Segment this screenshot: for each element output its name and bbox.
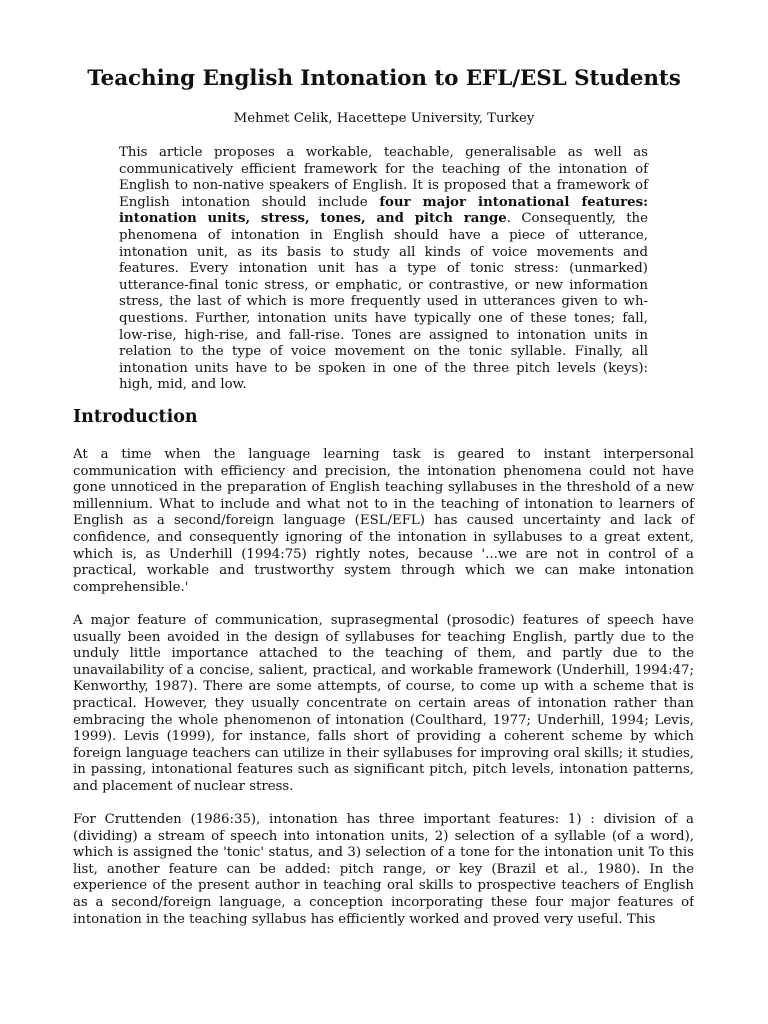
abstract-text-start: This article proposes a workable, teachable, generalisable as well as communicatively efficient framework for the teaching of the intonation of English to non-native speakers of English. It is proposed that a framework of English intonation should include <box>119 145 648 210</box>
intro-paragraph-3: For Cruttenden (1986:35), intonation has three important features: 1) : division of a (dividing) a stream of speech into intonation units, 2) selection of a syllable (of a word), which is assigned the 'tonic' status, and 3) selection of a tone for the intonation unit To this list, another feature can be added: pitch range, or key (Brazil et al., 1980). In the experience of the present author in teaching oral skills to prospective teachers of English as a second/foreign language, a conception incorporating these four major features of intonation in the teaching syllabus has efficiently worked and proved very useful. This <box>73 812 694 927</box>
author-byline: Mehmet Celik, Hacettepe University, Turkey <box>233 111 535 126</box>
abstract-bold-features: four major intonational features: intonation units, stress, tones, and pitch range <box>119 194 648 227</box>
article-title: Teaching English Intonation to EFL/ESL Students <box>87 66 681 91</box>
abstract <box>119 145 648 394</box>
introduction-heading: Introduction <box>73 407 198 427</box>
intro-paragraph-1: At a time when the language learning task is geared to instant interpersonal communication with efficiency and precision, the intonation phenomena could not have gone unnoticed in the preparation of English teaching syllabuses in the threshold of a new millennium. What to include and what not to in the teaching of intonation to learners of English as a second/foreign language (ESL/EFL) has caused uncertainty and lack of confidence, and consequently ignoring of the intonation in syllabuses to a great extent, which is, as Underhill (1994:75) rightly notes, because '...we are not in control of a practical, workable and trustworthy system through which we can make intonation comprehensible.' <box>73 447 694 595</box>
abstract-text-end: . Consequently, the phenomena of intonation in English should have a piece of utterance, intonation unit, as its basis to study all kinds of voice movements and features. Every intonation unit has a type of tonic stress: (unmarked) utterance-final tonic stress, or emphatic, or contrastive, or new information stress, the last of which is more frequently used in utterances given to wh-questions. Further, intonation units have typically one of these tones; fall, low-rise, high-rise, and fall-rise. Tones are assigned to intonation units in relation to the type of voice movement on the tonic syllable. Finally, all intonation units have to be spoken in one of the three pitch levels (keys): high, mid, and low. <box>119 211 648 393</box>
intro-paragraph-2: A major feature of communication, suprasegmental (prosodic) features of speech have usually been avoided in the design of syllabuses for teaching English, partly due to the unduly little importance attached to the teaching of them, and partly due to the unavailability of a concise, salient, practical, and workable framework (Underhill, 1994:47; Kenworthy, 1987). There are some attempts, of course, to come up with a scheme that is practical. However, they usually concentrate on certain areas of intonation rather than embracing the whole phenomenon of intonation (Coulthard, 1977; Underhill, 1994; Levis, 1999). Levis (1999), for instance, falls short of providing a coherent scheme by which foreign language teachers can utilize in their syllabuses for improving oral skills; it studies, in passing, intonational features such as significant pitch, pitch levels, intonation patterns, and placement of nuclear stress. <box>73 613 694 794</box>
